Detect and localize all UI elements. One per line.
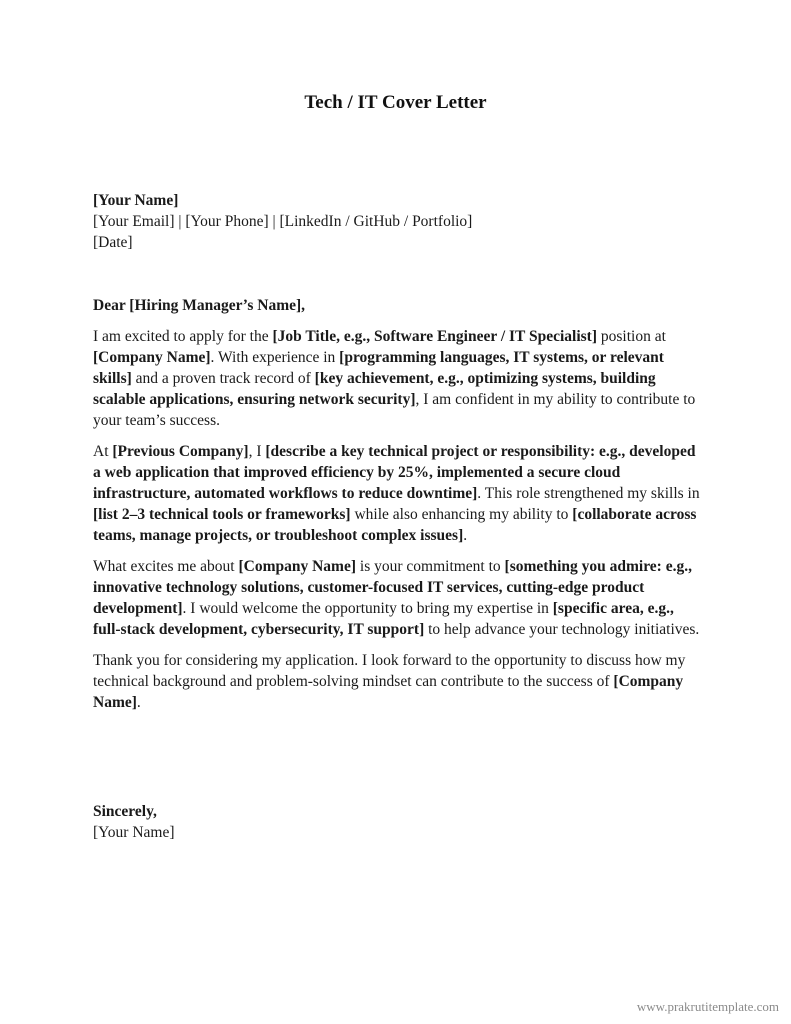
text-segment: . With experience in — [210, 349, 340, 366]
text-segment: . — [463, 527, 468, 544]
text-segment: . This role strengthened my skills in — [477, 485, 700, 502]
placeholder-soft-skills: [collaborate across teams, manage projects, or troubleshoot complex issues] — [93, 506, 697, 544]
placeholder-tools: [list 2–3 technical tools or frameworks] — [93, 506, 351, 523]
placeholder-company-name: [Company Name] — [238, 558, 357, 575]
text-segment: I am excited to apply for the — [93, 328, 273, 345]
text-segment: . I would welcome the opportunity to bring my expertise in — [182, 600, 553, 617]
placeholder-company-name: [Company Name] — [93, 349, 211, 366]
text-segment: , I am confident in my ability to contribute to your team’s success. — [93, 391, 696, 429]
text-segment: . — [136, 694, 141, 711]
text-segment: is your commitment to — [356, 558, 505, 575]
sign-off: Sincerely, — [93, 803, 157, 820]
placeholder-company-name: [Company Name] — [93, 673, 684, 711]
placeholder-key-achievement: [key achievement, e.g., optimizing systems, building scalable applications, ensuring network security] — [93, 370, 656, 408]
text-segment: to help advance your technology initiatives. — [424, 621, 700, 638]
sender-date: [Date] — [93, 234, 133, 251]
signature-name: [Your Name] — [93, 824, 175, 841]
text-segment: What excites me about — [93, 558, 239, 575]
text-segment: position at — [597, 328, 666, 345]
sender-block — [93, 190, 472, 253]
text-segment: At — [93, 443, 113, 460]
text-segment: while also enhancing my ability to — [350, 506, 573, 523]
placeholder-skills: [programming languages, IT systems, or relevant skills] — [93, 349, 664, 387]
paragraph-motivation — [93, 556, 705, 640]
sender-name: [Your Name] — [93, 192, 179, 209]
text-segment: and a proven track record of — [131, 370, 315, 387]
text-segment: , I — [248, 443, 266, 460]
paragraph-experience — [93, 441, 705, 546]
paragraph-intro — [93, 326, 705, 431]
salutation: Dear [Hiring Manager’s Name], — [93, 297, 306, 314]
footer-watermark: www.prakrutitemplate.com — [636, 999, 779, 1014]
document-title: Tech / IT Cover Letter — [304, 92, 487, 113]
letter-body — [93, 295, 705, 723]
signature-block — [93, 801, 175, 843]
placeholder-admired-trait: [something you admire: e.g., innovative technology solutions, customer-focused IT services, cutting-edge product development] — [93, 558, 692, 617]
placeholder-technical-project: [describe a key technical project or responsibility: e.g., developed a web application that improved efficiency by 25%, implemented a secure cloud infrastructure, automated workflows to reduce downtime] — [93, 443, 696, 502]
placeholder-job-title: [Job Title, e.g., Software Engineer / IT Specialist] — [272, 328, 597, 345]
placeholder-specific-area: [specific area, e.g., full-stack development, cybersecurity, IT support] — [93, 600, 674, 638]
placeholder-previous-company: [Previous Company] — [112, 443, 249, 460]
sender-contact: [Your Email] | [Your Phone] | [LinkedIn / GitHub / Portfolio] — [93, 213, 473, 230]
paragraph-closing — [93, 650, 705, 713]
text-segment: Thank you for considering my application. I look forward to the opportunity to discuss how my technical background and problem-solving mindset can contribute to the success of — [93, 652, 686, 690]
